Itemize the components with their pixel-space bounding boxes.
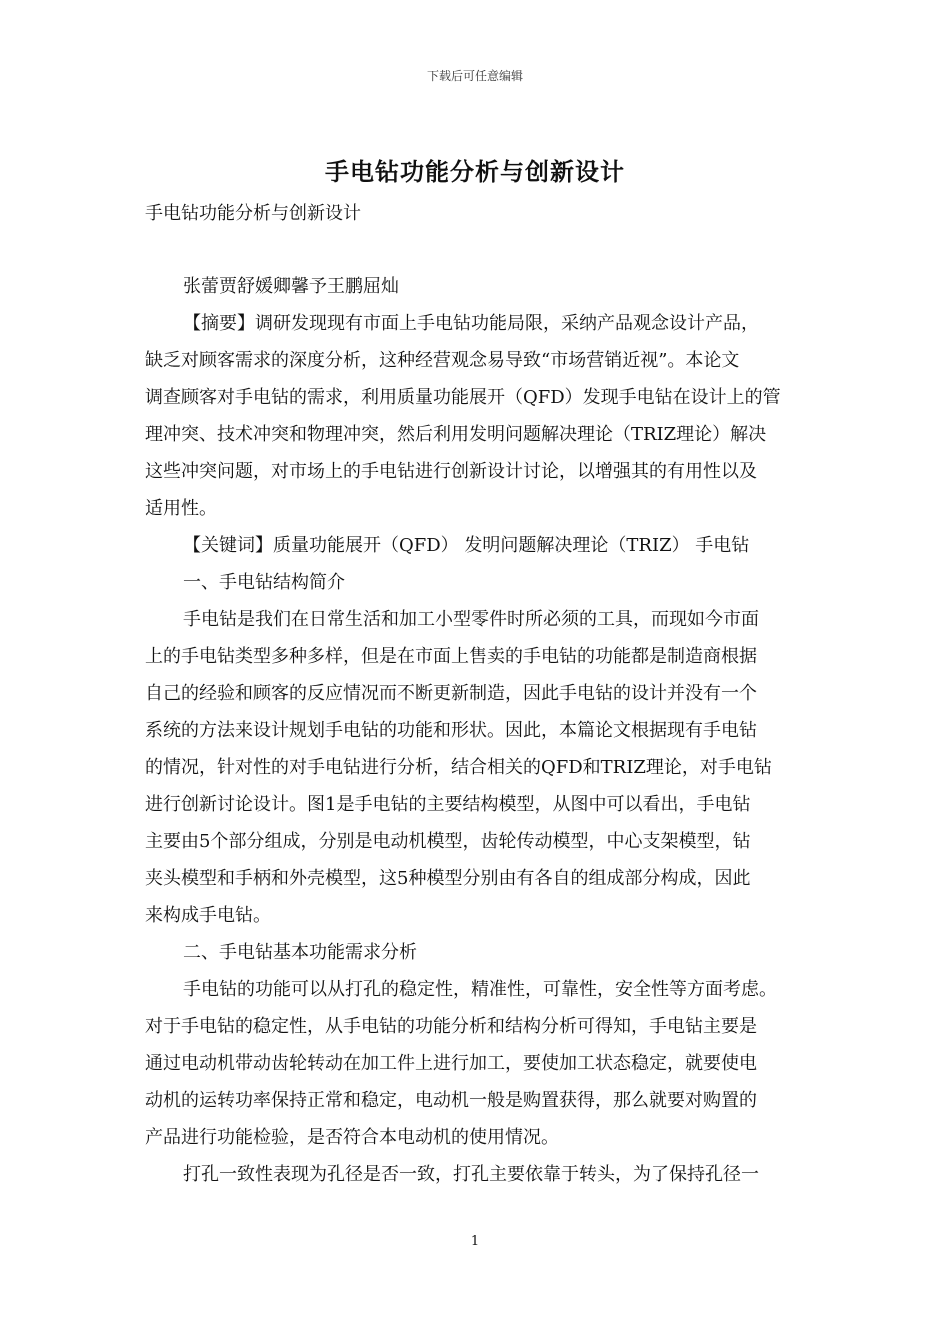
abstract-line: 这些冲突问题，对市场上的手电钻进行创新设计讨论，以增强其的有用性以及 xyxy=(145,461,757,482)
section-2-paragraph-2 xyxy=(145,1156,807,1193)
paragraph-line: 进行创新讨论设计。图1是手电钻的主要结构模型，从图中可以看出，手电钻 xyxy=(145,794,751,815)
paragraph-line: 对于手电钻的稳定性，从手电钻的功能分析和结构分析可得知，手电钻主要是 xyxy=(145,1016,757,1037)
paragraph-line: 通过电动机带动齿轮转动在加工件上进行加工，要使加工状态稳定，就要使电 xyxy=(145,1053,757,1074)
subtitle: 手电钻功能分析与创新设计 xyxy=(145,203,361,224)
paragraph-line: 产品进行功能检验，是否符合本电动机的使用情况。 xyxy=(145,1127,559,1148)
section-2-paragraph-1 xyxy=(145,971,807,1156)
paragraph-line: 手电钻的功能可以从打孔的稳定性，精准性，可靠性，安全性等方面考虑。 xyxy=(183,979,777,1000)
abstract xyxy=(145,305,807,527)
paragraph-line: 上的手电钻类型多种多样，但是在市面上售卖的手电钻的功能都是制造商根据 xyxy=(145,646,757,667)
spacer xyxy=(145,232,807,268)
document-body xyxy=(145,195,807,1193)
abstract-line: 缺乏对顾客需求的深度分析，这种经营观念易导致“市场营销近视”。本论文 xyxy=(145,350,740,371)
authors: 张蕾贾舒媛卿馨予王鹏屈灿 xyxy=(183,276,399,297)
paragraph-line: 自己的经验和顾客的反应情况而不断更新制造，因此手电钻的设计并没有一个 xyxy=(145,683,757,704)
abstract-line: 调查顾客对手电钻的需求，利用质量功能展开（QFD）发现手电钻在设计上的管 xyxy=(145,387,781,408)
paragraph-line: 手电钻是我们在日常生活和加工小型零件时所必须的工具，而现如今市面 xyxy=(183,609,759,630)
paragraph-line: 来构成手电钻。 xyxy=(145,905,271,926)
section-heading: 一、手电钻结构简介 xyxy=(183,572,345,593)
paragraph-line: 动机的运转功率保持正常和稳定，电动机一般是购置获得，那么就要对购置的 xyxy=(145,1090,757,1111)
abstract-line: 适用性。 xyxy=(145,498,217,519)
paragraph-line: 打孔一致性表现为孔径是否一致，打孔主要依靠于转头，为了保持孔径一 xyxy=(183,1164,759,1185)
abstract-line: 理冲突、技术冲突和物理冲突，然后利用发明问题解决理论（TRIZ理论）解决 xyxy=(145,424,767,445)
paragraph-line: 主要由5个部分组成，分别是电动机模型，齿轮传动模型，中心支架模型，钻 xyxy=(145,831,751,852)
page-number: 1 xyxy=(470,1234,480,1249)
paragraph-line: 的情况，针对性的对手电钻进行分析，结合相关的QFD和TRIZ理论，对手电钻 xyxy=(145,757,772,778)
document-title: 手电钻功能分析与创新设计 xyxy=(325,157,625,186)
section-heading: 二、手电钻基本功能需求分析 xyxy=(183,942,417,963)
paragraph-line: 系统的方法来设计规划手电钻的功能和形状。因此，本篇论文根据现有手电钻 xyxy=(145,720,757,741)
section-1-paragraph xyxy=(145,601,807,934)
keywords: 【关键词】质量功能展开（QFD） 发明问题解决理论（TRIZ） 手电钻 xyxy=(183,535,750,556)
page-header-note: 下载后可任意编辑 xyxy=(426,69,523,83)
paragraph-line: 夹头模型和手柄和外壳模型，这5种模型分别由有各自的组成部分构成，因此 xyxy=(145,868,751,889)
abstract-line: 【摘要】调研发现现有市面上手电钻功能局限，采纳产品观念设计产品， xyxy=(183,313,759,334)
